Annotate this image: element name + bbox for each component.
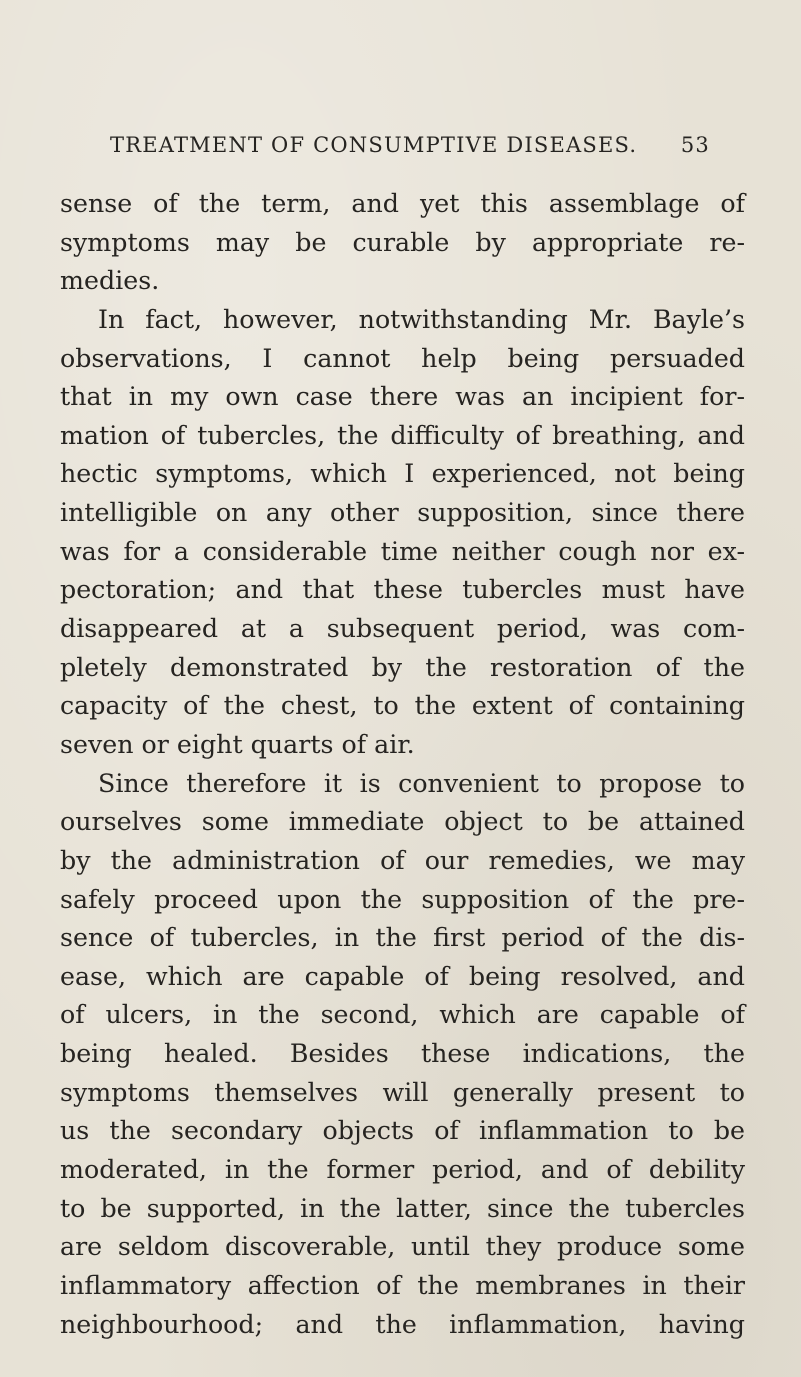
text-line: capacity of the chest, to the extent of containing (60, 691, 745, 721)
text-line: safely proceed upon the supposition of the pre- (60, 884, 745, 914)
paragraph-start-line: In fact, however, notwithstanding Mr. Bayle’s (98, 304, 745, 334)
text-line: being healed. Besides these indications, the (60, 1039, 745, 1069)
text-line: inflammatory affection of the membranes in their (60, 1270, 745, 1300)
text-line: of ulcers, in the second, which are capable of (60, 1000, 745, 1030)
text-line: observations, I cannot help being persuaded (60, 343, 745, 373)
text-line: seven or eight quarts of air. (60, 729, 415, 759)
text-line: pletely demonstrated by the restoration of the (60, 652, 745, 682)
text-line: moderated, in the former period, and of debility (60, 1155, 745, 1185)
body-text (60, 185, 745, 1344)
text-line: neighbourhood; and the inflammation, having (60, 1309, 745, 1339)
text-line: mation of tubercles, the difficulty of breathing, and (60, 420, 745, 450)
text-line: sence of tubercles, in the first period of the dis- (60, 923, 745, 953)
text-line: that in my own case there was an incipient for- (60, 382, 745, 412)
text-line: disappeared at a subsequent period, was com- (60, 614, 745, 644)
text-line: symptoms may be curable by appropriate re- (60, 227, 745, 257)
text-line: us the secondary objects of inflammation to be (60, 1116, 745, 1146)
text-line: ourselves some immediate object to be attained (60, 807, 745, 837)
running-title: TREATMENT OF CONSUMPTIVE DISEASES. (110, 133, 638, 157)
paragraph-start-line: Since therefore it is convenient to propose to (98, 768, 745, 798)
text-line: symptoms themselves will generally present to (60, 1077, 745, 1107)
text-line: ease, which are capable of being resolved, and (60, 961, 745, 991)
text-line: pectoration; and that these tubercles must have (60, 575, 745, 605)
text-line: was for a considerable time neither cough nor ex- (60, 536, 745, 566)
text-line: by the administration of our remedies, we may (60, 845, 745, 875)
page-header (110, 133, 710, 169)
text-line: to be supported, in the latter, since the tubercles (60, 1193, 745, 1223)
text-line: medies. (60, 266, 160, 296)
text-line: intelligible on any other supposition, since there (60, 498, 745, 528)
page-number: 53 (680, 133, 710, 157)
text-line: sense of the term, and yet this assemblage of (60, 189, 745, 218)
text-line: are seldom discoverable, until they produce some (60, 1232, 745, 1262)
text-line: hectic symptoms, which I experienced, not being (60, 459, 745, 489)
